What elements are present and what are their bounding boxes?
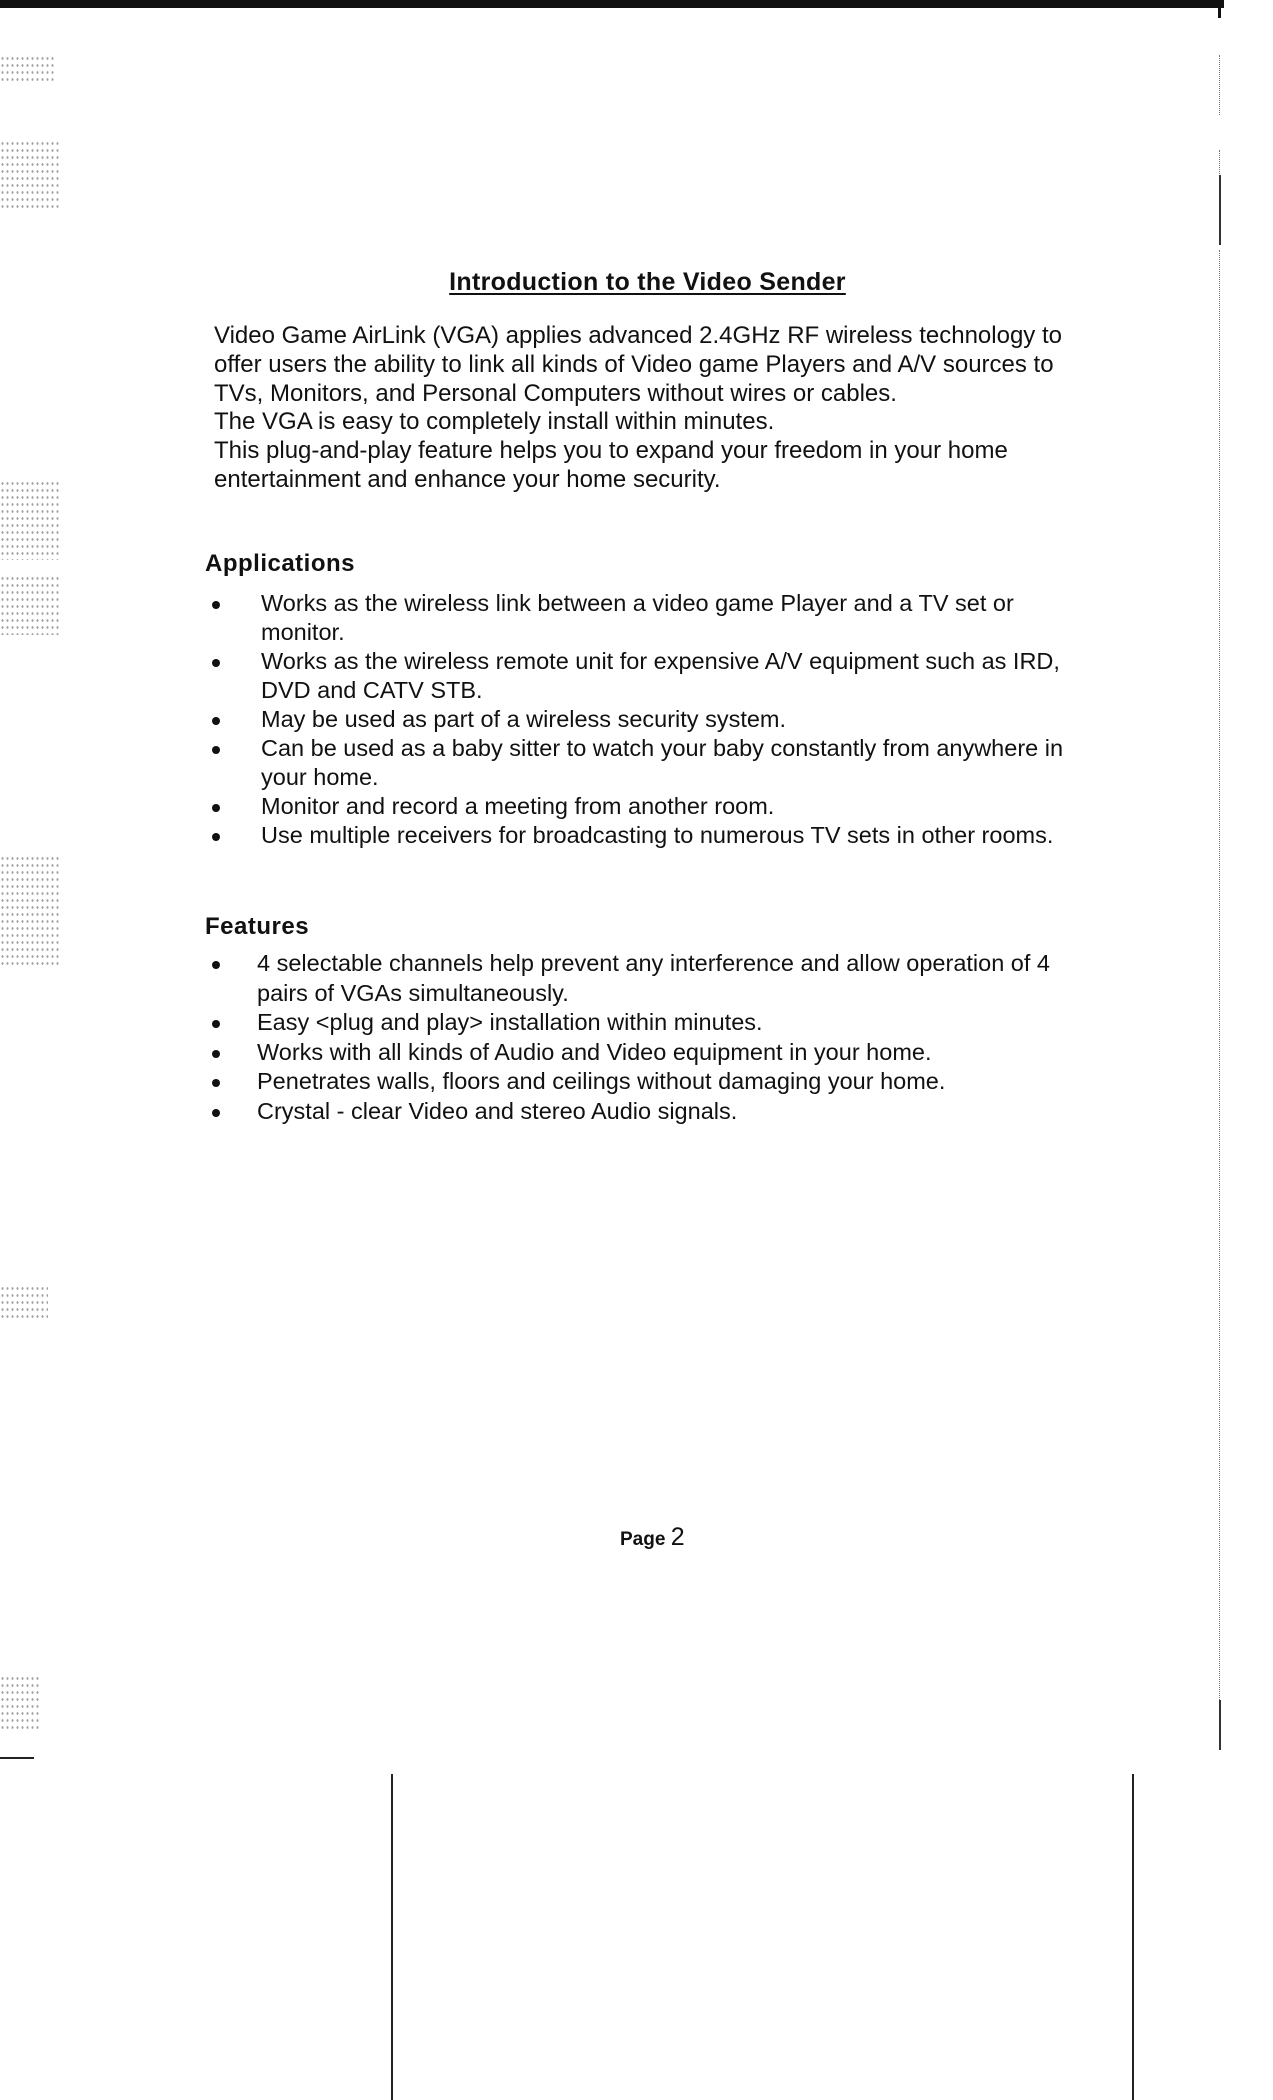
scan-left-tick	[0, 1757, 34, 1759]
scan-left-specks	[0, 140, 60, 210]
scan-left-specks	[0, 575, 60, 635]
list-item: Penetrates walls, floors and ceilings without damaging your home.	[205, 1067, 1105, 1097]
list-item: Use multiple receivers for broadcasting to numerous TV sets in other rooms.	[205, 821, 1075, 850]
list-item: Works as the wireless remote unit for expensive A/V equipment such as IRD, DVD and CATV STB.	[205, 647, 1075, 705]
scan-bottom-line	[391, 1774, 393, 2100]
applications-heading: Applications	[205, 550, 356, 577]
scan-bottom-line	[1132, 1774, 1134, 2100]
intro-text	[214, 322, 1074, 495]
features-heading: Features	[205, 913, 310, 940]
scan-left-specks	[0, 1285, 48, 1320]
list-item: Works with all kinds of Audio and Video equipment in your home.	[205, 1038, 1105, 1068]
scan-top-border	[0, 0, 1224, 8]
list-item: Can be used as a baby sitter to watch your baby constantly from anywhere in your home.	[205, 734, 1075, 792]
page-number-value: 2	[670, 1523, 685, 1551]
document-title: Introduction to the Video Sender	[449, 268, 846, 296]
list-item: Crystal - clear Video and stereo Audio signals.	[205, 1097, 1105, 1127]
scan-left-specks	[0, 55, 55, 85]
page-number	[620, 1523, 685, 1552]
list-item: Easy <plug and play> installation within minutes.	[205, 1008, 1105, 1038]
list-item: Monitor and record a meeting from another room.	[205, 792, 1075, 821]
scan-left-specks	[0, 1675, 40, 1730]
applications-list	[205, 589, 1075, 850]
list-item: 4 selectable channels help prevent any interference and allow operation of 4 pairs of VGAs simultaneously.	[205, 949, 1105, 1008]
list-item: Works as the wireless link between a video game Player and a TV set or monitor.	[205, 589, 1075, 647]
intro-paragraph: The VGA is easy to completely install within minutes.	[214, 408, 775, 436]
intro-paragraph: This plug-and-play feature helps you to expand your freedom in your home entertainment and enhance your home security.	[214, 437, 1008, 493]
features-list	[205, 949, 1105, 1126]
scan-right-edge	[1219, 175, 1221, 245]
intro-paragraph: Video Game AirLink (VGA) applies advanced 2.4GHz RF wireless technology to offer users the ability to link all kinds of Video game Players and A/V sources to TVs, Monitors, and Personal Computers without wires or cables.	[214, 322, 1062, 407]
page-label: Page	[620, 1529, 666, 1550]
scan-left-specks	[0, 855, 60, 965]
scan-left-specks	[0, 480, 60, 560]
scan-right-edge	[1219, 250, 1220, 1730]
scan-right-edge	[1219, 1700, 1221, 1750]
scan-top-border-tail	[1218, 4, 1221, 18]
list-item: May be used as part of a wireless security system.	[205, 705, 1075, 734]
scan-right-edge	[1219, 55, 1220, 115]
